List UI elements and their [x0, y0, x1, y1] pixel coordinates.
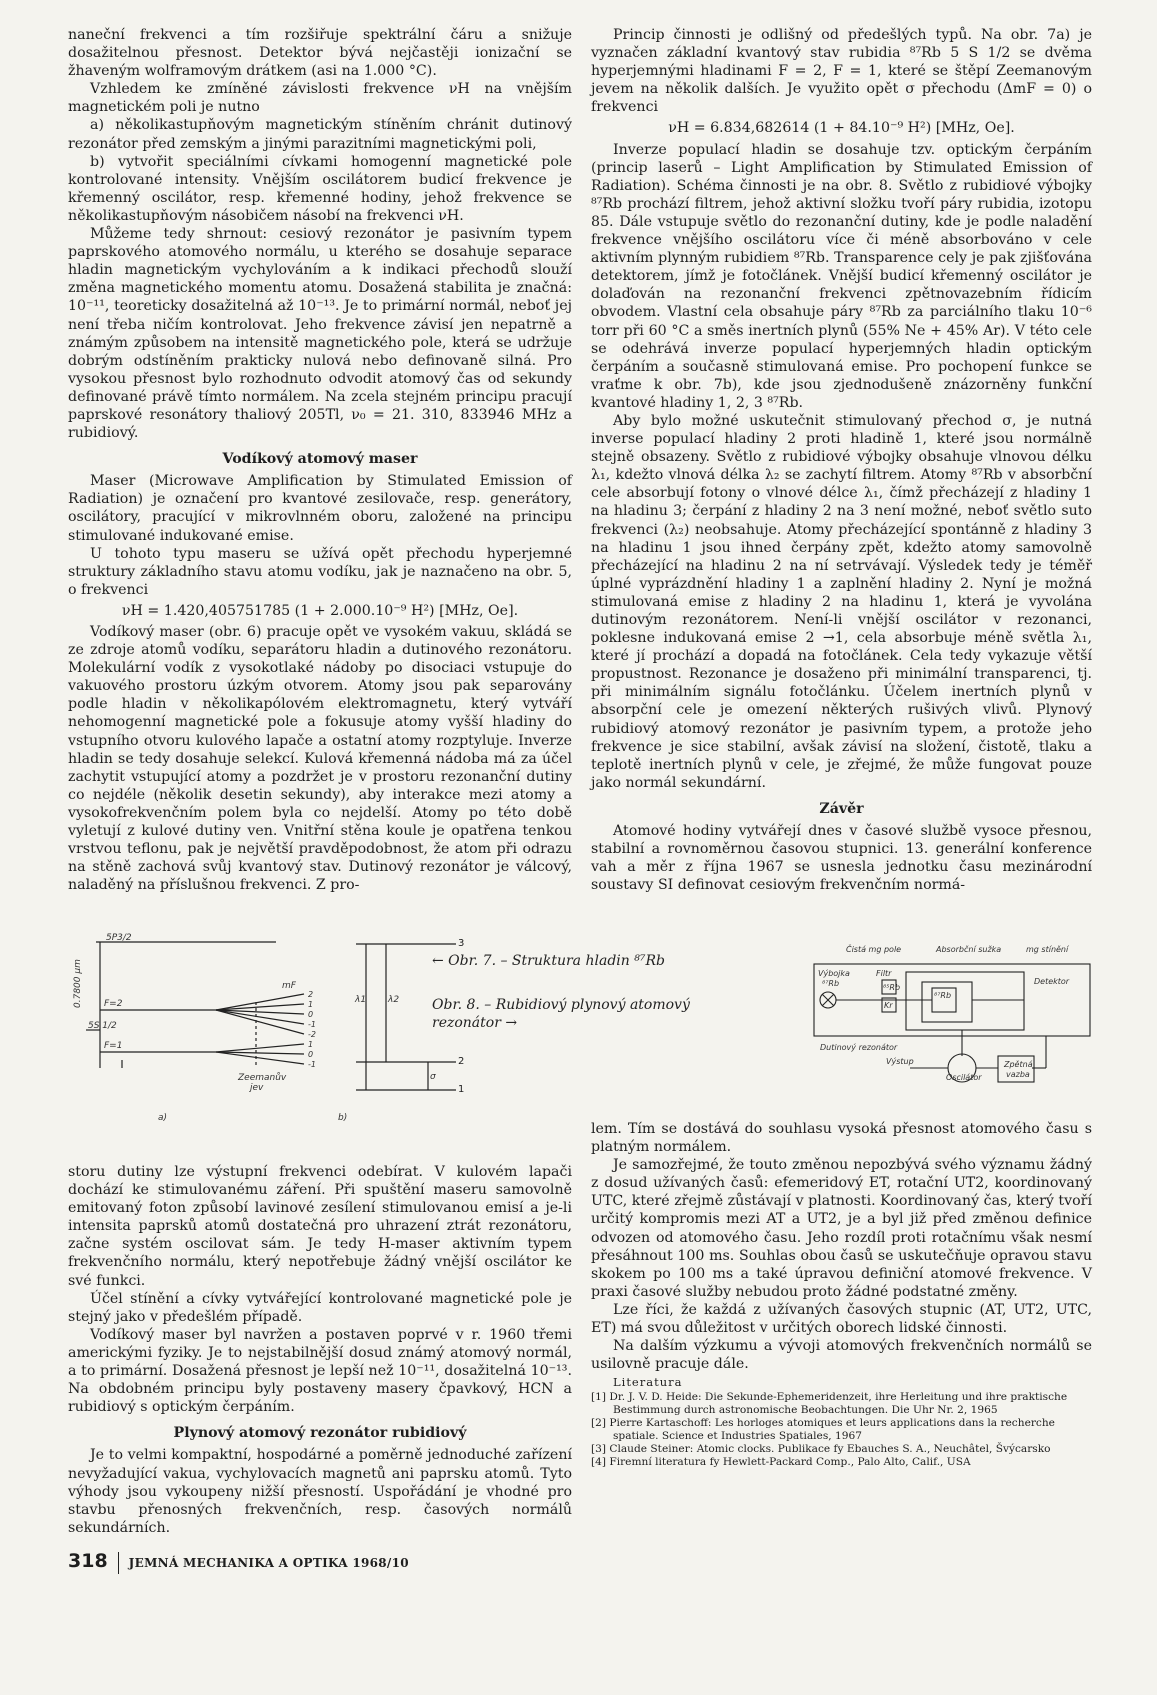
label-oscillator: Oscilátor [946, 1073, 982, 1082]
footer-divider [118, 1552, 119, 1574]
paragraph: Je samozřejmé, že touto změnou nepozbývá svého významu žádný z dosud užívaných časů: efemeridový ET, rotační UT2, koordinovaný UTC, které zřejmě zůstávají v platnosti. Koordinovaný čas, který tvoří určitý kompromis mezi AT a UT2, je a byl již před změnou definice odvozen od atomového času. Jeho rozdíl proti rotačnímu však nesmí přesáhnout 100 ms. Souhlas obou časů se uskutečňuje opravou stavu skokem po 100 ms a také úpravou definiční atomové frekvence. V praxi časové služby nebudou proto žádné podstatné změny. [591, 1157, 1092, 1300]
label-zeeman-jev: jev [250, 1083, 264, 1093]
label-cell-rb87: ⁸⁷Rb [934, 991, 952, 1000]
label-filter: Filtr [876, 969, 892, 978]
paragraph: Maser (Microwave Amplification by Stimulated Emission of Radiation) je označení pro kvantové zesilovače, resp. generátory, oscilátory, pracující v mikrovlnném oboru, založené na principu stimulované indukované emise. [68, 473, 572, 544]
paragraph: storu dutiny lze výstupní frekvenci odebírat. V kulovém lapači dochází ke stimulovanému záření. Při spuštění maseru samovolně emitovaný foton způsobí lavinové zesílení stimulovanou emisí a je-li intensita paprsků atomů dostatečná pro uhrazení ztrát rezonátoru, začne systém oscilovat sám. Je tedy H-maser aktivním typem frekvenčního normálu, který nepotřebuje žádný vnější oscilátor ke své funkci. [68, 1164, 572, 1289]
page-footer [68, 1550, 409, 1574]
label-lambda1: λ1 [355, 995, 367, 1005]
left-column-top [68, 26, 572, 894]
right-column-bottom [591, 1120, 1092, 1469]
references-heading: Literatura [613, 1375, 683, 1390]
label-absorption-cell: Absorbční sužka [936, 945, 1002, 954]
label-5p: 5P3/2 [106, 933, 132, 943]
level-2: 2 [458, 1056, 465, 1067]
reference-item: [4] Firemní literatura fy Hewlett-Packard Comp., Palo Alto, Calif., USA [591, 1456, 971, 1469]
label-cavity: Dutinový rezonátor [820, 1043, 898, 1052]
reference-item: [3] Claude Steiner: Atomic clocks. Publikace fy Ebauches S. A., Neuchâtel, Švýcarsko [591, 1443, 1051, 1456]
right-column-top [591, 26, 1092, 894]
mf-value: 1 [308, 1000, 314, 1009]
label-mf: mF [282, 981, 296, 991]
reference-item: [1] Dr. J. V. D. Heide: Die Sekunde-Ephemeridenzeit, ihre Herleitung und ihre praktische Bestimmung durch astronomische Beobachtungen. Die Uhr Nr. 2, 1965 [591, 1391, 1068, 1417]
equation: νH = 6.834,682614 (1 + 84.10⁻⁹ H²) [MHz, Oe]. [668, 120, 1015, 137]
paragraph: Na dalším výzkumu a vývoji atomových frekvenčních normálů se usilovně pracuje dále. [591, 1338, 1092, 1373]
label-b: b) [338, 1113, 348, 1123]
page-number: 318 [68, 1550, 108, 1572]
paragraph: b) vytvořit speciálními cívkami homogenní magnetické pole kontrolované intensity. Vnějším oscilátorem budicí frekvence je křemenný oscilátor, resp. křemenné hodiny, jehož frekvence se několikastupňovým násobičem násobí na frekvenci νH. [68, 153, 572, 224]
section-heading-zaver: Závěr [819, 800, 864, 817]
label-mg-shield: mg stínění [1026, 945, 1069, 954]
paragraph: Vzhledem ke zmíněné závislosti frekvence νH na vnějším magnetickém poli je nutno [68, 81, 572, 116]
label-filter-rb85: ⁸⁵Rb [883, 983, 901, 992]
paragraph: Princip činnosti je odlišný od předešlých typů. Na obr. 7a) je vyznačen základní kvantový stav rubidia ⁸⁷Rb 5 S 1/2 se dvěma hyperjemnými hladinami F = 2, F = 1, které se štěpí Zeemanovým jevem na několik dalších. Je využito opět σ přechodu (ΔmF = 0) o frekvenci [591, 27, 1092, 116]
equation: νH = 1.420,405751785 (1 + 2.000.10⁻⁹ H²) [MHz, Oe]. [121, 602, 519, 619]
label-lamp: Výbojka [818, 969, 850, 978]
paragraph: lem. Tím se dostává do souhlasu vysoká přesnost atomového času s platným normálem. [591, 1121, 1092, 1156]
label-5s: 5S 1/2 [88, 1021, 117, 1031]
paragraph: Účel stínění a cívky vytvářející kontrolované magnetické pole je stejný jako v předešlém případě. [68, 1290, 572, 1325]
label-lamp-rb87: ⁸⁷Rb [822, 979, 840, 988]
label-sigma: σ [430, 1072, 436, 1082]
paragraph: Vodíkový maser (obr. 6) pracuje opět ve vysokém vakuu, skládá se ze zdroje atomů vodíku, separátoru hladin a dutinového rezonátoru. Molekulární vodík z vysokotlaké nádoby po disociaci vstupuje do vakuového prostoru úzkým otvorem. Atomy jsou pak separovány podle hladin v několikapólovém elektromagnetu, který vytváří nehomogenní magnetické pole a fokusuje atomy vyšší hladiny do vstupního otvoru kulového lapače a ostatní atomy rozptyluje. Inverze hladin se tedy dosahuje selekcí. Kulová křemenná nádoba má za účel zachytit vstupující atomy a pozdržet je v prostoru rezonanční dutiny co nejdéle (několik desetin sekundy), aby interakce mezi atomy a vysokofrekvenčním polem byla co nejdelší. Atomy po této době vyletují z kulové dutiny ven. Vnitřní stěna koule je opatřena tenkou vrstvou teflonu, pak je největší pravděpodobnost, že atom při odrazu na stěně zachová svůj kvantový stav. Dutinový rezonátor je válcový, naladěný na příslušnou frekvenci. Z pro- [68, 624, 572, 894]
paragraph: Lze říci, že každá z užívaných časových stupnic (AT, UT2, UTC, ET) má svou důležitost v určitých oborech lidské činnosti. [591, 1301, 1092, 1337]
mf-value: 1 [308, 1040, 314, 1049]
label-lambda2: λ2 [388, 995, 400, 1005]
reference-item: [2] Pierre Kartaschoff: Les horloges atomiques et leurs applications dans la recherche spatiale. Science et Industries Spatiales, 1967 [591, 1417, 1055, 1443]
mf-value: 0 [308, 1050, 314, 1059]
paragraph: Aby bylo možné uskutečnit stimulovaný přechod σ, je nutná inverse populací hladiny 2 proti hladině 1, které jsou normálně stejně obsazeny. Světlo z rubidiové výbojky obsahuje vlnovou délku λ₁, kdežto vlnová délka λ₂ se zachytí filtrem. Atomy ⁸⁷Rb v absorbční cele absorbují fotony o vlnové délce λ₁, čímž přecházejí z hladiny 1 na hladinu 3; čerpání z hladiny 2 na 3 není možné, neboť světlo suto frekvenci (λ₂) neobsahuje. Atomy přecházející spontánně z hladiny 3 na hladinu 1 jsou ihned čerpány zpět, kdežto atomy samovolně přecházející na hladinu 2 na ní setrvávají. Výsledek tedy je téměř úplné vyprázdnění hladiny 1 a zaplnění hladiny 2. Nyní je možná stimulovaná emise z hladiny 2 na hladinu 1, která je vyvolána dutinovým rezonátorem. Není-li vnější oscilátor v rezonanci, poklesne indukovaná emise 2 →1, cela absorbuje méně světla λ₁, které jí prochází a dopadá na fotočlánek. Cela tedy vykazuje větší propustnost. Rezonance je dosaženo při minimální transparenci, tj. při minimálním signálu fotočlánku. Účelem inertních plynů v absorpční cele je omezení některých rušivých vlivů. Plynový rubidiový atomový rezonátor je pasivním typem, a protože jeho frekvence je sice stabilní, avšak závisí na složení, čistotě, tlaku a teplotě inertních plynů v cele, je zřejmé, že může fungovat pouze jako normál sekundární. [591, 412, 1092, 791]
paragraph: Atomové hodiny vytvářejí dnes v časové službě vysoce přesnou, stabilní a rovnoměrnou časovou stupnici. 13. generální konference vah a měr z října 1967 se usnesla jednotku času mezinárodní soustavy SI definovat cesiovým frekvenčním normá- [591, 823, 1092, 894]
label-output: Výstup [886, 1057, 914, 1066]
label-filter-kr: Kr [884, 1001, 893, 1010]
left-column-bottom [68, 1163, 572, 1537]
mf-value: 2 [308, 990, 314, 999]
label-detector: Detektor [1034, 977, 1070, 986]
paragraph: U tohoto typu maseru se užívá opět přechodu hyperjemné struktury základního stavu atomu vodíku, jak je naznačeno na obr. 5, o frekvenci [68, 545, 572, 598]
mf-value: -1 [308, 1060, 316, 1069]
mf-value: -2 [308, 1030, 316, 1039]
label-wavelength: 0.7800 μm [73, 959, 83, 1008]
paragraph: Inverze populací hladin se dosahuje tzv. optickým čerpáním (princip laserů – Light Amplification by Stimulated Emission of Radiation). Schéma činnosti je na obr. 8. Světlo z rubidiové výbojky ⁸⁷Rb prochází filtrem, jehož aktivní složku tvoří páry rubidia, izotopu 85. Dále vstupuje světlo do rezonanční dutiny, kde je podle naladění frekvence vnějšího oscilátoru více či méně absorbováno v cele aktivním plynným rubidiem ⁸⁷Rb. Transparence cely je pak zjišťována detektorem, jímž je fotočlánek. Vnější budicí křemenný oscilátor je dolaďován na rezonanční frekvenci zpětnovazebním řídicím obvodem. Vlastní cela obsahuje páry ⁸⁷Rb za parciálního tlaku 10⁻⁶ torr při 60 °C a směs inertních plynů (55% Ne + 45% Ar). V této cele se odehrává inverze populací hyperjemných hladin optickým čerpáním a současně stimulovaná emise. Pro pochopení funkce se vraťme k obr. 7b), kde jsou zjednodušeně znázorněny funkční kvantové hladiny 1, 2, 3 ⁸⁷Rb. [591, 141, 1092, 411]
label-f1: F=1 [104, 1041, 123, 1051]
label-clean-field: Čistá mg pole [846, 945, 902, 954]
paragraph: Je to velmi kompaktní, hospodárné a poměrně jednoduché zařízení nevyžadující vakua, vychylovacích magnetů ani paprsku atomů. Tyto výhody jsou vykoupeny nižší přesností. Uspořádání je vhodné pro stavbu přenosných frekvenčních, resp. časových normálů sekundárních. [68, 1447, 572, 1536]
paragraph: Můžeme tedy shrnout: cesiový rezonátor je pasivním typem paprskového atomového normálu, u kterého se dosahuje separace hladin magnetickým vychylováním a k indikaci přechodů slouží změna magnetického momentu atomu. Dosažená stabilita je značná: 10⁻¹¹, teoreticky dosažitelná až 10⁻¹³. Je to primární normál, neboť jej není třeba ničím kontrolovat. Jeho frekvence závisí jen nepatrně a známým způsobem na intensitě magnetického pole, která se udržuje dobrým odstíněním prakticky nulová nebo definovaně silná. Pro vysokou přesnost bylo rozhodnuto odvodit atomový čas od sekundy definované právě tímto normálem. Na zcela stejném principu pracují paprskové resonátory thaliový 205Tl, ν₀ = 21. 310, 833946 MHz a rubidiový. [68, 226, 572, 442]
figure-8-rubidium-resonator [806, 940, 1106, 1088]
label-zeeman: Zeemanův [238, 1073, 287, 1083]
paragraph: naneční frekvenci a tím rozšiřuje spektrální čáru a snižuje dosažitelnou přesnost. Detektor bývá nejčastěji ionizační se žhaveným wolframovým drátkem (asi na 1.000 °C). [68, 27, 572, 80]
caption-figure-7: ← Obr. 7. – Struktura hladin ⁸⁷Rb [432, 953, 665, 969]
level-3: 3 [458, 938, 465, 949]
journal-name: JEMNÁ MECHANIKA A OPTIKA 1968/10 [128, 1556, 409, 1570]
figure-7-energy-levels [66, 932, 436, 1128]
label-feedback: Zpětná [1004, 1060, 1033, 1069]
label-a: a) [158, 1113, 168, 1123]
section-heading-rubidium: Plynový atomový rezonátor rubidiový [173, 1425, 467, 1442]
section-heading-maser: Vodíkový atomový maser [222, 451, 418, 468]
label-f2: F=2 [104, 999, 123, 1009]
caption-figure-8: Obr. 8. – Rubidiový plynový atomový rezonátor → [432, 997, 690, 1031]
mf-value: 0 [308, 1010, 314, 1019]
paragraph: Vodíkový maser byl navržen a postaven poprvé v r. 1960 třemi americkými fyziky. Je to nejstabilnější dosud známý atomový normál, a to primární. Dosažená přesnost je lepší než 10⁻¹¹, dosažitelná 10⁻¹³. Na obdobném principu byly postaveny masery čpavkový, HCN a rubidiový s optickým čerpáním. [68, 1326, 572, 1416]
label-feedback-vazba: vazba [1006, 1070, 1030, 1079]
paragraph: a) několikastupňovým magnetickým stíněním chránit dutinový rezonátor před zemským a jinými parazitními magnetickými poli, [68, 117, 572, 152]
references-list [591, 1391, 1092, 1469]
level-1: 1 [458, 1084, 465, 1095]
mf-value: -1 [308, 1020, 316, 1029]
